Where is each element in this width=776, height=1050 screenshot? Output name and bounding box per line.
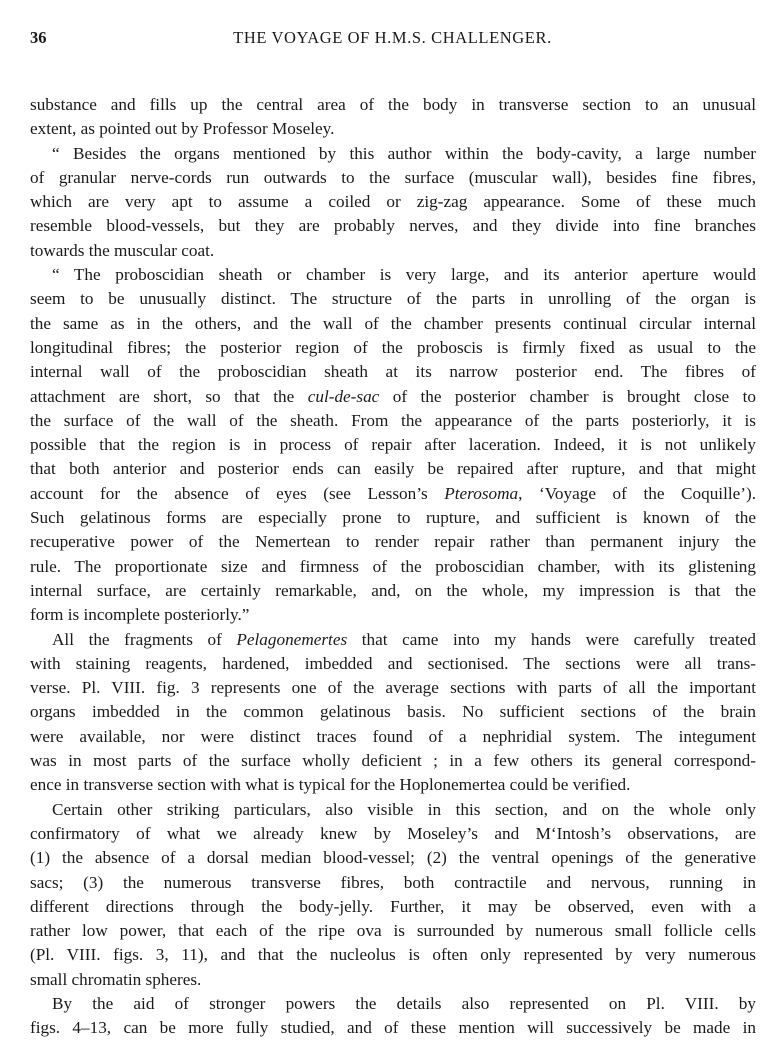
- text-line: [30, 992, 756, 1016]
- text-segment: By the aid of stronger powers the details also represented on Pl. VIII. by: [52, 993, 756, 1013]
- text-line: [30, 360, 756, 384]
- body-text: [30, 93, 756, 1041]
- text-line: [30, 700, 756, 724]
- text-segment: towards the muscular coat.: [30, 240, 215, 260]
- text-line: [30, 822, 756, 846]
- text-segment: extent, as pointed out by Professor Moseley.: [30, 119, 335, 139]
- text-segment: that both anterior and posterior ends can easily be repaired after rupture, and that might: [30, 459, 756, 479]
- text-segment: seem to be unusually distinct. The structure of the parts in unrolling of the organ is: [30, 289, 756, 309]
- text-segment: attachment are short, so that the: [30, 386, 308, 406]
- text-line: [30, 457, 756, 481]
- text-segment: recuperative power of the Nemertean to render repair rather than permanent injury the: [30, 532, 756, 552]
- text-line: [30, 628, 756, 652]
- text-segment: ence in transverse section with what is typical for the Hoplonemertea could be verified.: [30, 775, 631, 795]
- text-segment: was in most parts of the surface wholly deficient ; in a few others its general correspond-: [30, 751, 756, 771]
- text-line: [30, 482, 756, 506]
- text-line: [30, 385, 756, 409]
- text-segment: confirmatory of what we already knew by Moseley’s and M‘Intosh’s observations, are: [30, 823, 756, 843]
- text-segment: rule. The proportionate size and firmness of the proboscidian chamber, with its glistening: [30, 556, 756, 576]
- text-line: [30, 798, 756, 822]
- text-segment: organs imbedded in the common gelatinous basis. No sufficient sections of the brain: [30, 702, 756, 722]
- text-segment: longitudinal fibres; the posterior region of the proboscis is firmly fixed as usual to the: [30, 337, 756, 357]
- text-line: [30, 749, 756, 773]
- text-segment: internal wall of the proboscidian sheath at its narrow posterior end. The fibres of: [30, 362, 756, 382]
- text-segment: internal surface, are certainly remarkable, and, on the whole, my impression is that the: [30, 580, 756, 600]
- text-segment: form is incomplete posteriorly.”: [30, 605, 250, 625]
- text-segment: were available, nor were distinct traces found of a nephridial system. The integument: [30, 726, 756, 746]
- text-segment: sacs; (3) the numerous transverse fibres, both contractile and nervous, running in: [30, 872, 756, 892]
- text-line: [30, 725, 756, 749]
- text-segment: resemble blood-vessels, but they are probably nerves, and they divide into fine branches: [30, 216, 756, 236]
- text-segment: All the fragments of: [52, 629, 237, 649]
- text-line: [30, 895, 756, 919]
- text-segment: “ The proboscidian sheath or chamber is very large, and its anterior aperture would: [52, 265, 756, 285]
- text-segment: different directions through the body-jelly. Further, it may be observed, even with a: [30, 896, 756, 916]
- text-segment: with staining reagents, hardened, imbedded and sectionised. The sections were all trans-: [30, 653, 756, 673]
- text-segment: that came into my hands were carefully treated: [347, 629, 756, 649]
- text-segment: of the posterior chamber is brought close to: [379, 386, 756, 406]
- text-segment: verse. Pl. VIII. fig. 3 represents one of the average sections with parts of all the important: [30, 678, 756, 698]
- text-segment: account for the absence of eyes (see Lesson’s: [30, 483, 445, 503]
- text-line: [30, 239, 756, 263]
- text-segment: Certain other striking particulars, also visible in this section, and on the whole only: [52, 799, 756, 819]
- text-line: [30, 142, 756, 166]
- text-line: [30, 846, 756, 870]
- text-line: [30, 214, 756, 238]
- text-segment: , ‘Voyage of the Coquille’).: [518, 483, 756, 503]
- text-line: [30, 1016, 756, 1040]
- text-line: [30, 968, 756, 992]
- text-line: [30, 312, 756, 336]
- text-segment: the surface of the wall of the sheath. From the appearance of the parts posteriorly, it is: [30, 410, 756, 430]
- text-line: [30, 166, 756, 190]
- text-line: [30, 409, 756, 433]
- text-segment: Such gelatinous forms are especially prone to rupture, and sufficient is known of the: [30, 508, 756, 528]
- text-line: [30, 336, 756, 360]
- text-segment: of granular nerve-cords run outwards to the surface (muscular wall), besides fine fibres,: [30, 167, 756, 187]
- text-segment: possible that the region is in process of repair after laceration. Indeed, it is not unlikely: [30, 435, 756, 455]
- text-line: [30, 579, 756, 603]
- text-segment: which are very apt to assume a coiled or zig-zag appearance. Some of these much: [30, 192, 756, 212]
- text-line: [30, 433, 756, 457]
- text-line: [30, 919, 756, 943]
- text-segment: figs. 4–13, can be more fully studied, and of these mention will successively be made in: [30, 1018, 756, 1038]
- running-title: THE VOYAGE OF H.M.S. CHALLENGER.: [233, 28, 552, 47]
- running-header: [30, 28, 755, 50]
- text-line: [30, 943, 756, 967]
- text-line: [30, 506, 756, 530]
- text-line: [30, 93, 756, 117]
- page-number: 36: [30, 28, 47, 47]
- italic-term: cul-de-sac: [307, 386, 380, 406]
- text-segment: rather low power, that each of the ripe ova is surrounded by numerous small follicle cells: [30, 921, 756, 941]
- text-segment: small chromatin spheres.: [30, 969, 202, 989]
- text-segment: substance and fills up the central area of the body in transverse section to an unusual: [30, 95, 756, 114]
- text-line: [30, 530, 756, 554]
- text-segment: (1) the absence of a dorsal median blood-vessel; (2) the ventral openings of the generative: [30, 848, 756, 868]
- text-segment: “ Besides the organs mentioned by this author within the body-cavity, a large number: [52, 143, 756, 163]
- text-line: [30, 676, 756, 700]
- text-line: [30, 871, 756, 895]
- text-line: [30, 117, 756, 141]
- text-line: [30, 773, 756, 797]
- italic-term: Pterosoma: [444, 483, 519, 503]
- text-line: [30, 652, 756, 676]
- text-line: [30, 603, 756, 627]
- text-line: [30, 263, 756, 287]
- text-line: [30, 190, 756, 214]
- italic-term: Pelagonemertes: [236, 629, 348, 649]
- text-line: [30, 287, 756, 311]
- text-segment: (Pl. VIII. figs. 3, 11), and that the nucleolus is often only represented by very numerous: [30, 945, 756, 965]
- text-segment: the same as in the others, and the wall of the chamber presents continual circular internal: [30, 313, 756, 333]
- text-line: [30, 555, 756, 579]
